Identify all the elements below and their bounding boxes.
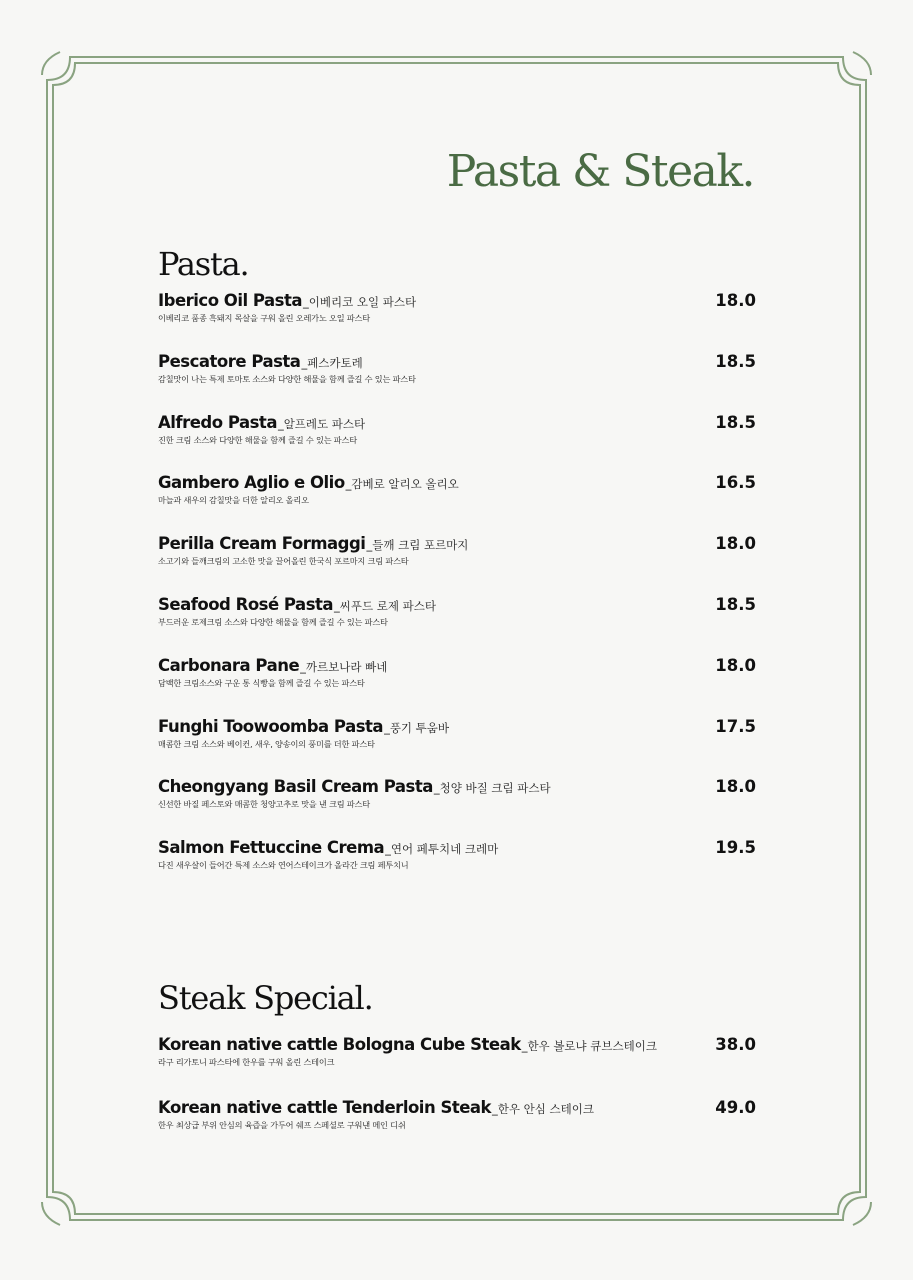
menu-item-description: 감칠맛이 나는 특제 토마토 소스와 다양한 해물을 함께 즐길 수 있는 파스타 [158, 373, 416, 384]
pasta-section-heading: Pasta. [158, 245, 249, 283]
menu-item-description: 다진 새우살이 들어간 특제 소스와 연어스테이크가 올라간 크림 페투치니 [158, 860, 409, 871]
menu-item-line [158, 595, 756, 614]
menu-item-description: 한우 최상급 부위 안심의 육즙을 가두어 쉐프 스페셜로 구워낸 메인 디쉬 [158, 1120, 406, 1130]
menu-item-price: 17.5 [715, 716, 756, 736]
menu-item [158, 717, 756, 750]
menu-item-line [158, 777, 756, 796]
menu-item-korean-name: _페스카토레 [301, 355, 363, 370]
menu-item-description: 담백한 크림소스와 구운 통 식빵을 함께 즐길 수 있는 파스타 [158, 677, 365, 688]
menu-item-korean-name: _청양 바질 크림 파스타 [433, 781, 551, 796]
menu-item-line [158, 1035, 756, 1054]
menu-item-name: Korean native cattle Tenderloin Steak [158, 1098, 492, 1117]
menu-item-name: Gambero Aglio e Olio [158, 473, 345, 493]
menu-item-korean-name: _알프레도 파스타 [277, 416, 366, 431]
menu-item-description: 진한 크림 소스와 다양한 해물을 함께 즐길 수 있는 파스타 [158, 434, 357, 445]
menu-item-price: 18.5 [715, 595, 756, 614]
menu-item-name: Cheongyang Basil Cream Pasta [158, 777, 433, 797]
menu-item [158, 656, 756, 689]
menu-item [158, 534, 756, 567]
menu-item-line [158, 291, 756, 310]
menu-item [158, 595, 756, 628]
menu-item-price: 18.0 [715, 291, 756, 310]
steak-section-heading: Steak Special. [158, 979, 373, 1017]
menu-item [158, 838, 756, 871]
menu-item-line [158, 717, 756, 736]
menu-item-name: Carbonara Pane [158, 655, 300, 675]
menu-item-price: 18.0 [715, 777, 756, 797]
menu-item-korean-name: _씨푸드 로제 파스타 [334, 599, 436, 613]
menu-item [158, 1035, 756, 1068]
menu-item-line [158, 473, 756, 492]
menu-item-korean-name: _들깨 크림 포르마지 [366, 538, 469, 553]
menu-item [158, 291, 756, 324]
menu-item-korean-name: _까르보나라 빠네 [300, 659, 388, 674]
menu-item-description: 소고기와 들깨크림의 고소한 맛을 끌어올린 한국식 포르마지 크림 파스타 [158, 556, 409, 567]
menu-item-price: 18.0 [715, 534, 756, 554]
menu-item [158, 413, 756, 446]
menu-item-korean-name: _풍기 투움바 [384, 720, 450, 735]
menu-item-line [158, 413, 756, 432]
menu-item-line [158, 534, 756, 553]
menu-item-name: Pescatore Pasta [158, 351, 301, 371]
menu-item [158, 352, 756, 385]
menu-item-name: Iberico Oil Pasta [158, 291, 303, 310]
menu-item-description: 매콤한 크림 소스와 베이컨, 새우, 양송이의 풍미를 더한 파스타 [158, 738, 375, 749]
menu-item-name: Korean native cattle Bologna Cube Steak [158, 1035, 521, 1054]
menu-item-line [158, 656, 756, 675]
menu-item-price: 49.0 [715, 1098, 756, 1117]
menu-item-price: 19.5 [715, 838, 756, 858]
menu-item-description: 이베리코 품종 흑돼지 목살을 구워 올린 오레가노 오일 파스타 [158, 313, 370, 323]
menu-item-description: 부드러운 로제크림 소스와 다양한 해물을 함께 즐길 수 있는 파스타 [158, 617, 388, 627]
menu-item-name: Perilla Cream Formaggi [158, 534, 366, 554]
menu-item-korean-name: _감베로 알리오 올리오 [345, 477, 459, 492]
menu-item-name: Seafood Rosé Pasta [158, 595, 334, 614]
menu-item-name: Salmon Fettuccine Crema [158, 838, 385, 858]
menu-item-description: 마늘과 새우의 감칠맛을 더한 알리오 올리오 [158, 495, 309, 506]
menu-item-price: 18.5 [715, 351, 756, 371]
menu-item-name: Funghi Toowoomba Pasta [158, 716, 384, 736]
menu-item-description: 라구 리가토니 파스타에 한우를 구워 올린 스테이크 [158, 1057, 335, 1067]
page-title: Pasta & Steak. [446, 146, 754, 197]
menu-item-price: 18.5 [715, 412, 756, 432]
menu-item-line [158, 838, 756, 857]
menu-item-price: 18.0 [715, 655, 756, 675]
menu-item-korean-name: _한우 안심 스테이크 [492, 1102, 594, 1116]
menu-item-korean-name: _이베리코 오일 파스타 [303, 295, 417, 309]
menu-item-description: 신선한 바질 페스토와 매콤한 청양고추로 맛을 낸 크림 파스타 [158, 799, 370, 810]
menu-item-price: 38.0 [715, 1035, 756, 1054]
menu-item-price: 16.5 [715, 473, 756, 493]
menu-item-line [158, 1098, 756, 1117]
menu-item [158, 1098, 756, 1131]
menu-item-korean-name: _한우 볼로냐 큐브스테이크 [521, 1039, 657, 1053]
menu-item-line [158, 352, 756, 371]
menu-item-korean-name: _연어 페투치네 크레마 [385, 842, 499, 857]
menu-item [158, 473, 756, 506]
menu-item [158, 777, 756, 810]
menu-item-name: Alfredo Pasta [158, 412, 277, 432]
